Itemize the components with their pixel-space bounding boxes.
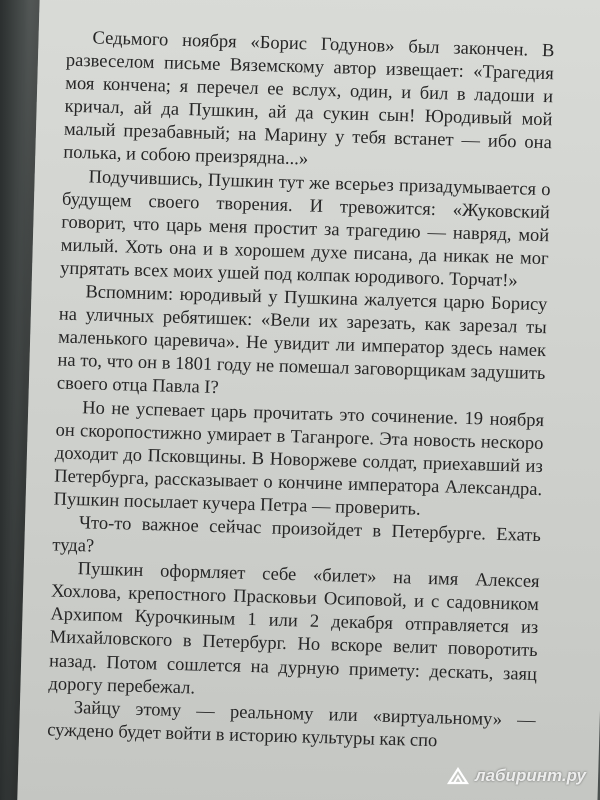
paragraph: Подучившись, Пушкин тут же всерьез призадумывается о будущем своего творения. И тревожится: «Жуковский говорит, что царь меня простит за трагедию — навряд, мой милый. Хоть она и в хорошем духе писана, да никак не мог упрятать всех моих ушей под колпак юродивого. Торчат!» (59, 166, 551, 292)
page-text (47, 27, 555, 756)
watermark-text: лабиринт.ру (475, 766, 586, 785)
paragraph: Зайцу этому — реальному или «виртуальному» — суждено будет войти в историю культуры как спо (46, 697, 536, 752)
paragraph: Пушкин оформляет себе «билет» на имя Алексея Хохлова, крепостного Прасковьи Осиповой, и с садовником Архипом Курочкиным 1 или 2 декабря отправляется из Михайловского в Петербург. Но вскоре велит поворотить назад. Потом сошлется на дурную примету: дескать, заяц дорогу перебежал. (48, 559, 540, 699)
labirint-logo-icon (447, 767, 469, 785)
paragraph: Что-то важное сейчас произойдет в Петербурге. Ехать туда? (52, 513, 542, 557)
book-page (17, 0, 600, 800)
paragraph: Седьмого ноября «Борис Годунов» был закончен. В развеселом письме Вяземскому автор извещает: «Трагедия моя кончена; я перечел ее вслух, один, и бил в ладоши и кричал, ай да Пушкин, ай да сукин сын! Юродивый мой малый презабавный; на Марину у тебя встанет — ибо она полька, и собою преизрядна...» (63, 28, 555, 170)
watermark (447, 766, 586, 786)
paragraph: Но не успевает царь прочитать это сочинение. 19 ноября он скоропостижно умирает в Таганроге. Эта новость нескоро доходит до Псковщины. В Новоржеве солдат, приехавший из Петербурга, рассказывает о кончине императора Александра. Пушкин посылает кучера Петра — проверить. (53, 397, 545, 520)
paragraph: Вспомним: юродивый у Пушкина жалуется царю Борису на уличных ребятишек: «Вели их зарезать, как зарезал ты маленького царевича». Не увидит ли император здесь намек на то, что он в 1801 году не помешал заговорщикам задушить своего отца Павла I? (56, 282, 548, 399)
